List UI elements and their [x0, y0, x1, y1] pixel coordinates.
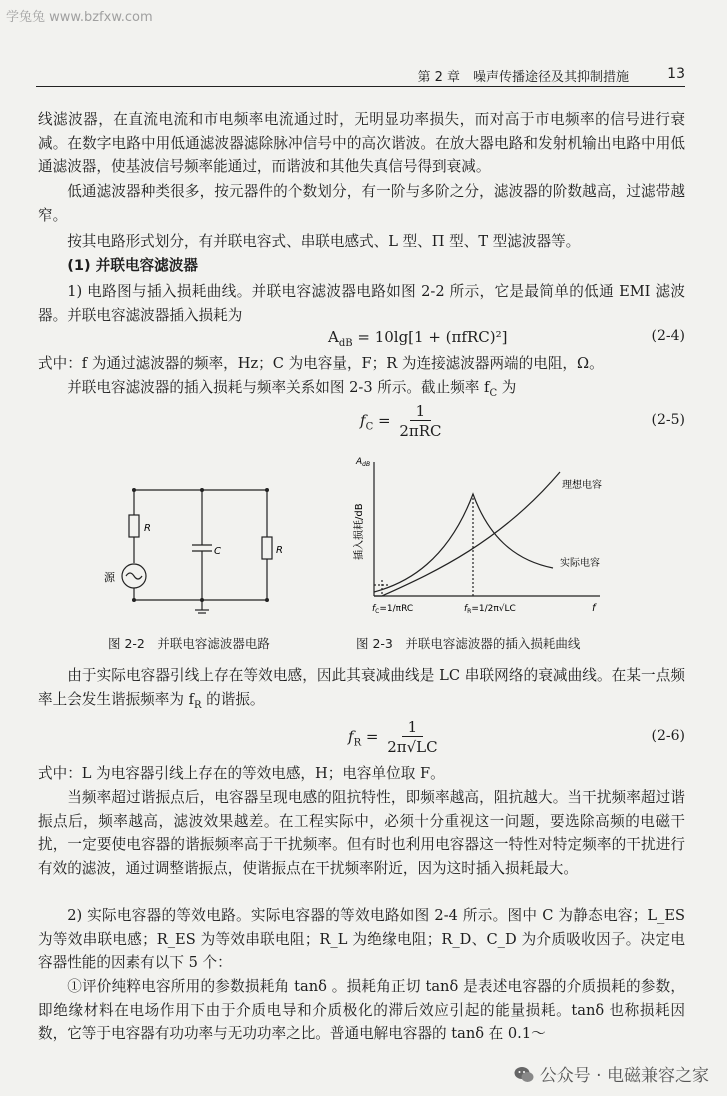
- eq2-number: (2-5): [651, 412, 685, 428]
- eq1-rhs: = 10lg[1 + (πfRC)²]: [352, 328, 508, 346]
- equation-2-4: [38, 328, 685, 350]
- chapter-title: 第 2 章 噪声传播途径及其抑制措施: [417, 70, 629, 85]
- eq2-lhs: f: [360, 411, 366, 430]
- eq2-sub: C: [365, 421, 374, 433]
- para6-sub: C: [489, 387, 498, 399]
- chart-x-end-label: f: [592, 603, 596, 614]
- para7-text: 由于实际电容器引线上存在等效电感，因此其衰减曲线是 LC 串联网络的衰减曲线。在某一点频率上会发生谐振频率为 f: [38, 667, 685, 708]
- para6-text: 并联电容滤波器的插入损耗与频率关系如图 2-3 所示。截止频率 f: [67, 379, 490, 396]
- paragraph-2: 低通滤波器种类很多，按元器件的个数划分，有一阶与多阶之分，滤波器的阶数越高，过滤带越窄。: [38, 183, 685, 224]
- paragraph-10: 2) 实际电容器的等效电路。实际电容器的等效电路如图 2-4 所示。图中 C 为静态电容；L_ES 为等效串联电感；R_ES 为等效串联电阻；R_L 为绝缘电阻；R_D、C_D 为介质吸收因子。决定电容器性能的因素有以下 5 个：: [38, 907, 685, 971]
- paragraph-8: 式中：L 为电容器引线上存在的等效电感，H；电容单位取 F。: [38, 765, 445, 782]
- eq1-sub: dB: [338, 338, 353, 349]
- eq3-denom: 2π√LC: [387, 738, 438, 756]
- circuit-label-r1: R: [144, 523, 151, 534]
- para7-sub: R: [193, 699, 202, 711]
- paragraph-1: 线滤波器，在直流电流和市电频率电流通过时，无明显功率损失，而对高于市电频率的信号进行衰减。在数字电路中用低通滤波器滤除脉冲信号中的高次谐波。在放大器电路和发射机输出电路中用低通滤波器，使基波信号频率能通过，而谐波和其他失真信号得到衰减。: [38, 111, 685, 175]
- para7-end: 的谐振。: [201, 690, 265, 708]
- eq2-numer: 1: [410, 402, 432, 421]
- paragraph-11: ①评价纯粹电容所用的参数损耗角 tanδ 。损耗角正切 tanδ 是表述电容器的介质损耗的参数，即绝缘材料在电场作用下由于介质电导和介质极化的滞后效应引起的能量损耗。tanδ 也称损耗因数，它等于电容器有功功率与无功功率之比。普通电解电容器的 tanδ 在 0.1～: [38, 978, 685, 1042]
- circuit-label-c: C: [214, 546, 221, 557]
- site-watermark: 学兔兔 www.bzfxw.com: [6, 10, 153, 25]
- paragraph-7: [38, 664, 685, 717]
- wechat-watermark: [514, 1061, 709, 1086]
- chart-y-axis-label: 插入损耗/dB: [354, 503, 365, 560]
- paragraph-3: 按其电路形式划分，有并联电容式、串联电感式、L 型、Π 型、T 型滤波器等。: [67, 233, 581, 250]
- para6-end: 为: [497, 379, 517, 396]
- paragraph-5: 式中：f 为通过滤波器的频率，Hz；C 为电容量，F；R 为连接滤波器两端的电阻，Ω。: [38, 355, 604, 372]
- wechat-icon: [514, 1066, 534, 1084]
- eq1-number: (2-4): [651, 328, 685, 344]
- equation-2-5: $f_C$ = $\frac{1}{\text{2πRC}}$ (2-5): [360, 402, 685, 440]
- curve-actual-capacitor: [374, 494, 553, 592]
- page-number: 13: [667, 66, 685, 82]
- eq3-numer: 1: [402, 718, 424, 737]
- tick-fr: $f_R=1/2\pi√LC$: [464, 604, 516, 615]
- section-heading: (1) 并联电容滤波器: [67, 257, 198, 274]
- figure-2-2-circuit: [92, 475, 292, 625]
- figure-2-2-caption: 图 2-2 并联电容滤波器电路: [108, 636, 270, 651]
- eq3-number: (2-6): [651, 728, 685, 744]
- eq1-lhs: A: [328, 328, 339, 346]
- curve-ideal-capacitor: [374, 472, 560, 596]
- eq3-lhs: f: [348, 727, 354, 746]
- circuit-label-source: 源: [104, 571, 115, 584]
- figure-2-3-chart: [338, 450, 613, 625]
- legend-ideal: 理想电容: [562, 480, 602, 491]
- eq3-sub: R: [353, 737, 362, 749]
- wechat-watermark-text: 公众号 · 电磁兼容之家: [539, 1066, 709, 1086]
- circuit-label-r2: R: [276, 545, 283, 556]
- equation-2-6: $f_R$ = $\frac{1}{2\pi√LC}$ (2-6): [348, 718, 685, 756]
- chart-ytop-label: $A_{dB}$: [356, 457, 371, 468]
- running-header: [36, 66, 685, 87]
- paragraph-4: 1) 电路图与插入损耗曲线。并联电容滤波器电路如图 2-2 所示，它是最简单的低通 EMI 滤波器。并联电容滤波器插入损耗为: [38, 283, 685, 324]
- paragraph-9: 当频率超过谐振点后，电容器呈现电感的阻抗特性，即频率越高，阻抗越大。当干扰频率超过谐振点后，频率越高，滤波效果越差。在工程实际中，必须十分重视这一问题，要选除高频的电磁干扰，一定要使电容器的谐振频率高于干扰频率。但有时也利用电容器这一特性对特定频率的干扰进行有效的滤波，通过调整谐振点，使谐振点在干扰频率附近，因为这时插入损耗最大。: [38, 789, 685, 877]
- legend-actual: 实际电容: [560, 558, 600, 569]
- tick-fc: $f_C=1$/πRC: [372, 604, 414, 615]
- figure-2-3-caption: 图 2-3 并联电容滤波器的插入损耗曲线: [356, 636, 581, 651]
- eq2-denom: 2πRC: [399, 422, 442, 440]
